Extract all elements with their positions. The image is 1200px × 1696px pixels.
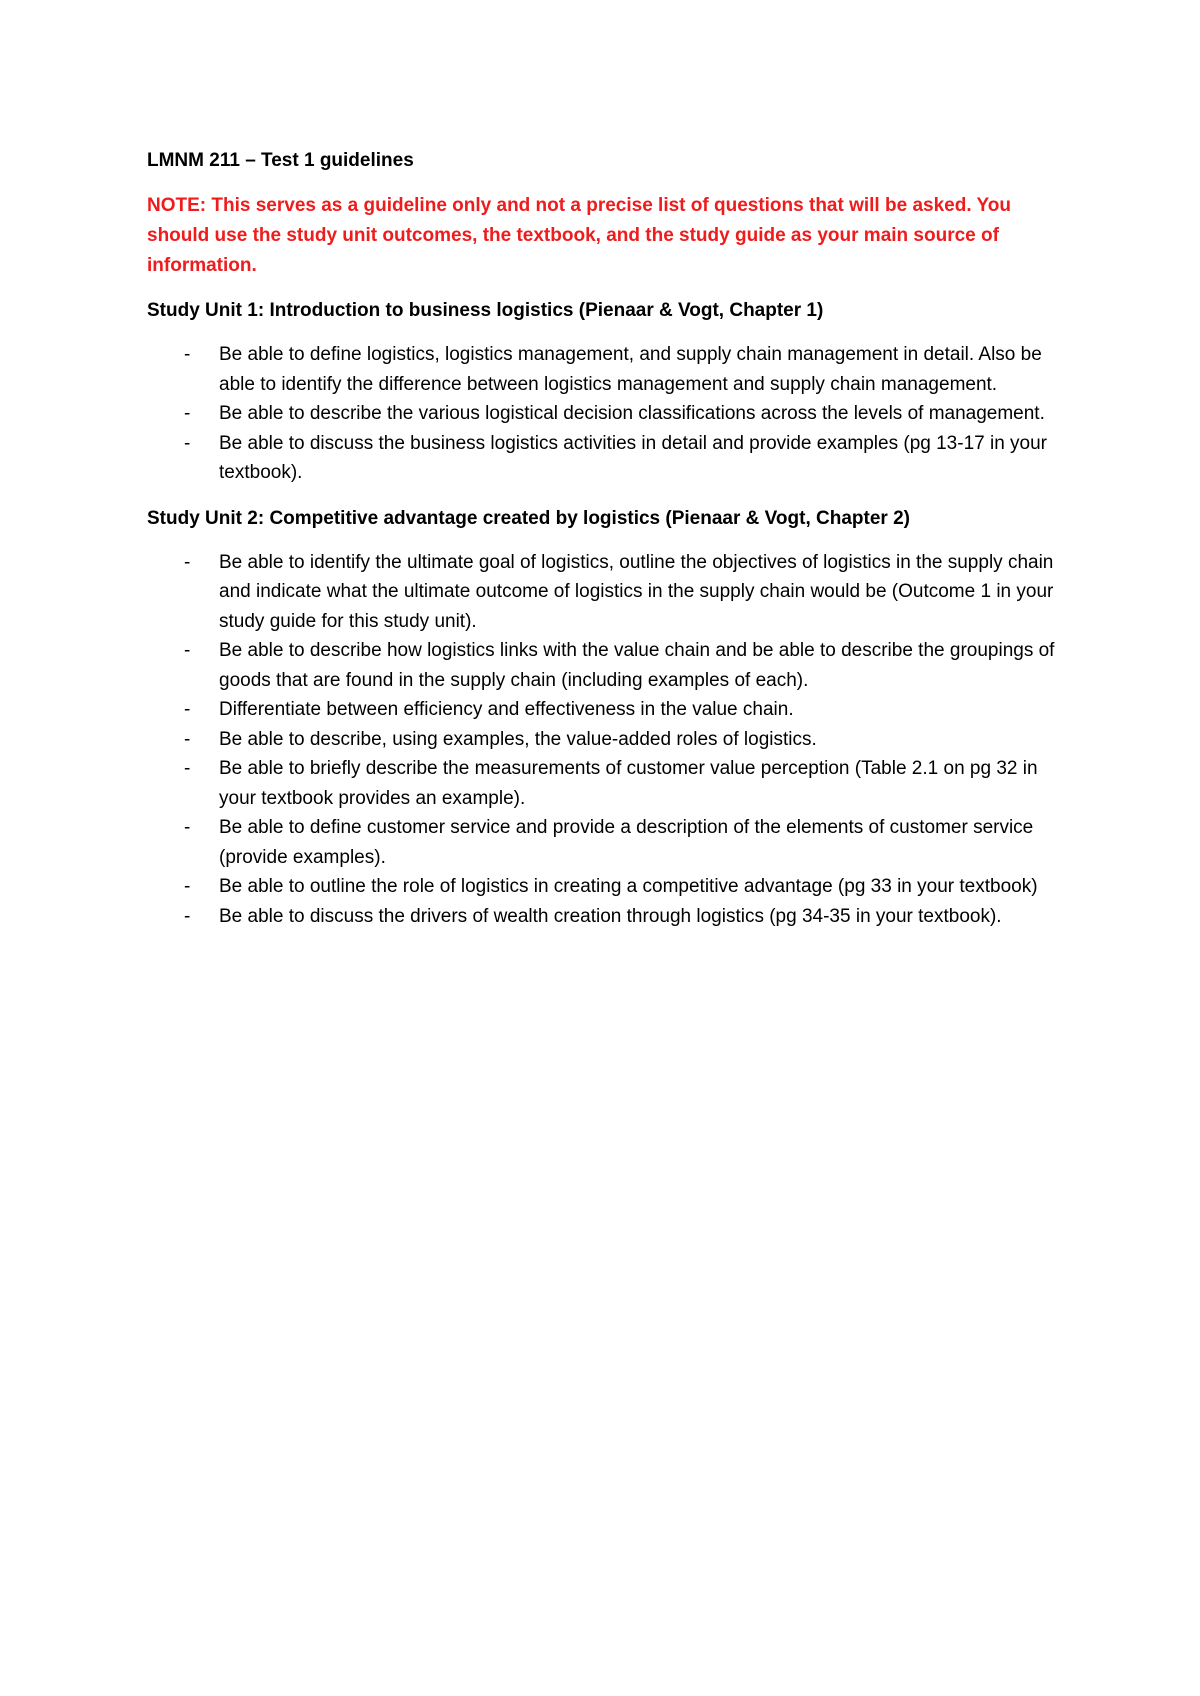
list-item: [147, 813, 1077, 872]
list-item-text: Be able to describe the various logistical decision classifications across the levels of management.: [219, 403, 1045, 424]
bullet-dash: -: [184, 699, 191, 720]
list-item: [147, 902, 1077, 932]
list-item-text: Be able to describe how logistics links with the value chain and be able to describe the groupings of goods that are found in the supply chain (including examples of each).: [219, 640, 1055, 691]
study-unit-2-heading: Study Unit 2: Competitive advantage created by logistics (Pienaar & Vogt, Chapter 2): [147, 507, 910, 529]
bullet-dash: -: [184, 758, 191, 779]
bullet-dash: -: [184, 344, 191, 365]
note-warning: NOTE: This serves as a guideline only and not a precise list of questions that will be asked. You should use the study unit outcomes, the textbook, and the study guide as your main source of information.: [147, 195, 1012, 276]
bullet-dash: -: [184, 640, 191, 661]
list-item: [147, 872, 1077, 902]
bullet-dash: -: [184, 551, 191, 573]
document-title: LMNM 211 – Test 1 guidelines: [147, 150, 414, 171]
bullet-dash: -: [184, 728, 191, 750]
study-unit-1-heading: Study Unit 1: Introduction to business logistics (Pienaar & Vogt, Chapter 1): [147, 300, 824, 321]
list-item: [147, 548, 1077, 637]
list-item-text: Be able to define customer service and provide a description of the elements of customer service (provide examples).: [219, 817, 1034, 868]
list-item: [147, 725, 1077, 755]
list-item: [147, 399, 1077, 429]
list-item-text: Be able to briefly describe the measurements of customer value perception (Table 2.1 on pg 32 in your textbook provides an example).: [219, 758, 1038, 809]
list-item-text: Be able to discuss the business logistics activities in detail and provide examples (pg 13-17 in your textbook).: [219, 432, 1048, 483]
bullet-dash: -: [184, 403, 191, 424]
bullet-dash: -: [184, 876, 191, 897]
list-item: [147, 636, 1077, 695]
bullet-dash: -: [184, 432, 191, 454]
list-item-text: Be able to identify the ultimate goal of logistics, outline the objectives of logistics in the supply chain and indicate what the ultimate outcome of logistics in the supply chain would be (Outcome 1 in your study guide for this study unit).: [219, 551, 1054, 632]
bullet-dash: -: [184, 817, 191, 838]
study-unit-1-list: [147, 340, 1077, 488]
list-item-text: Be able to describe, using examples, the value-added roles of logistics.: [219, 728, 817, 750]
list-item-text: Be able to discuss the drivers of wealth creation through logistics (pg 34-35 in your textbook).: [219, 905, 1002, 927]
list-item: [147, 695, 1077, 725]
list-item-text: Be able to outline the role of logistics in creating a competitive advantage (pg 33 in your textbook): [219, 876, 1038, 897]
list-item-text: Be able to define logistics, logistics management, and supply chain management in detail. Also be able to identify the difference between logistics management and supply chain management.: [219, 344, 1042, 395]
bullet-dash: -: [184, 905, 191, 927]
document-page: [147, 146, 1077, 947]
list-item: [147, 429, 1077, 488]
list-item: [147, 754, 1077, 813]
list-item-text: Differentiate between efficiency and effectiveness in the value chain.: [219, 699, 794, 720]
list-item: [147, 340, 1077, 399]
study-unit-2-list: [147, 548, 1077, 932]
